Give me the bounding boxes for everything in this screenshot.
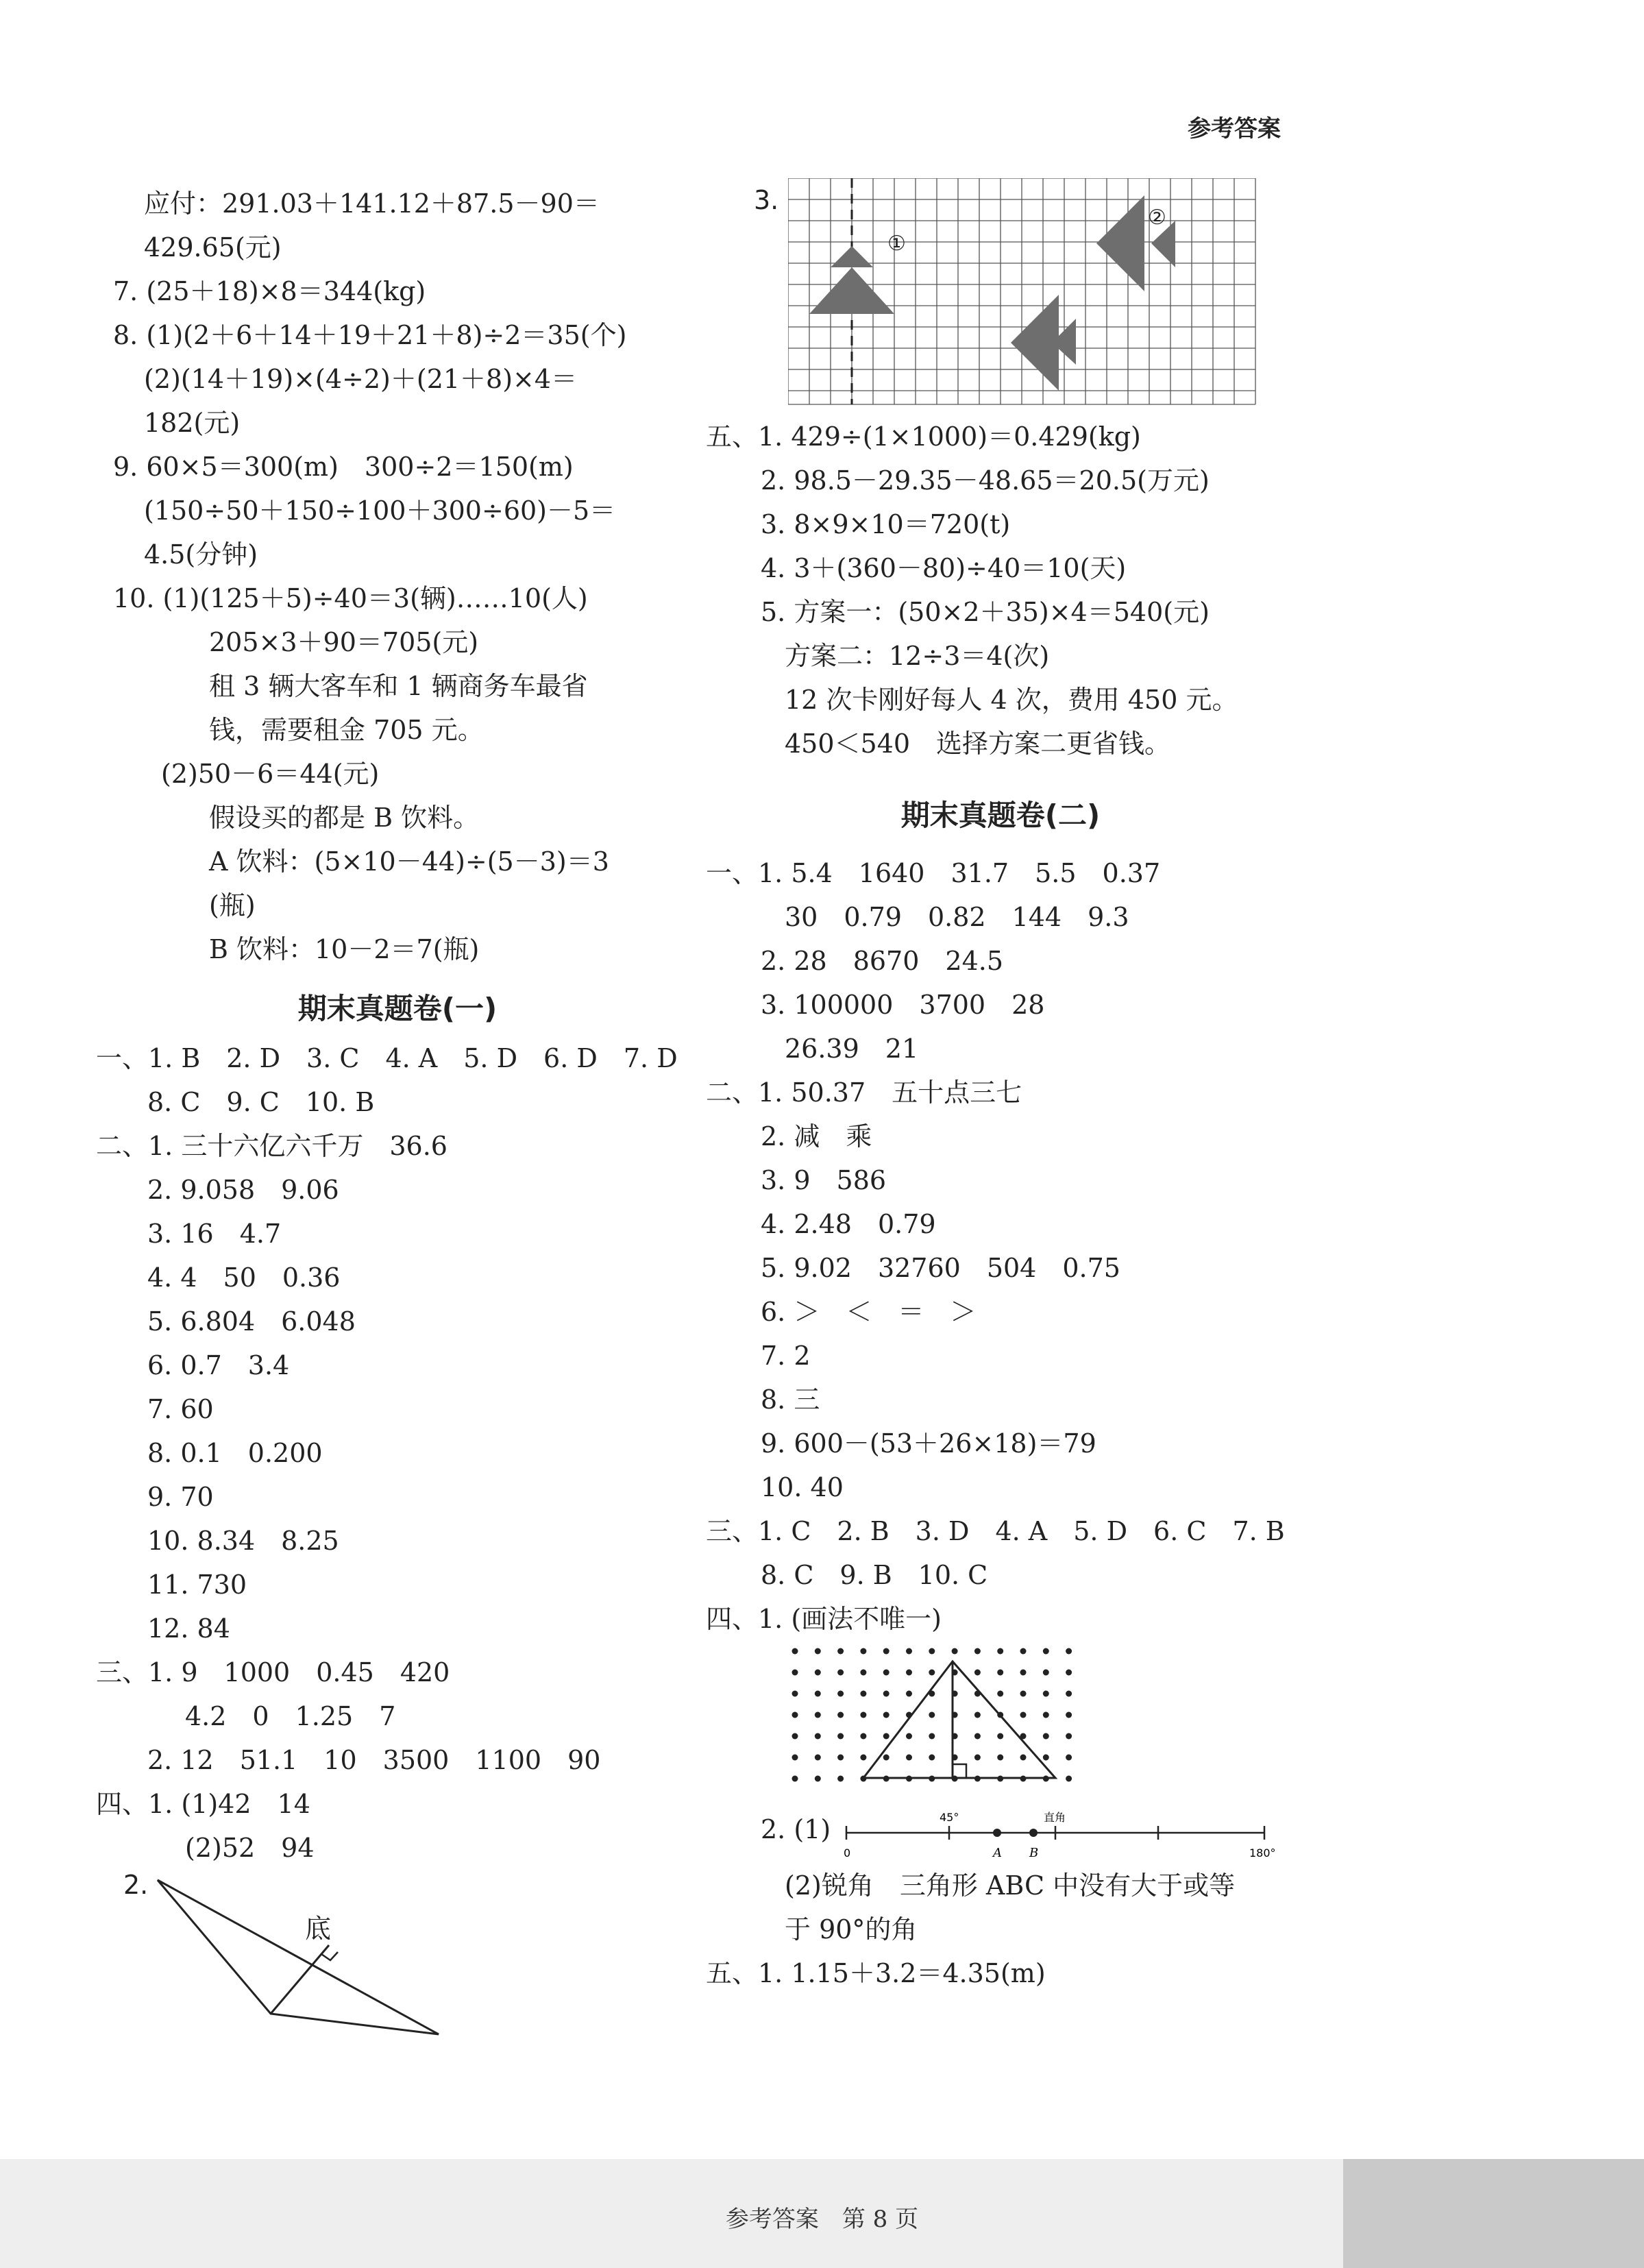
answer-line: 7. 2	[761, 1341, 811, 1371]
angle-ruler	[839, 1809, 1278, 1864]
answer-line: 2. 12 51.1 10 3500 1100 90	[147, 1745, 601, 1775]
triangle-height-figure	[96, 1870, 699, 2041]
grid-dot	[997, 1648, 1003, 1655]
grid-dot	[1020, 1755, 1027, 1761]
grid-dot	[974, 1712, 981, 1718]
point-a-dot	[993, 1829, 1001, 1837]
grid-dot	[1020, 1712, 1027, 1718]
tick-label-45: 45°	[940, 1811, 959, 1824]
tree-shape-top	[831, 246, 873, 267]
answer-line: (150÷50＋150÷100＋300÷60)－5＝	[144, 496, 616, 526]
grid-dot	[792, 1733, 798, 1740]
answer-line: 2. 9.058 9.06	[147, 1175, 339, 1205]
grid-dot	[1043, 1733, 1049, 1740]
answer-line: 12. 84	[147, 1613, 230, 1644]
answer-line: 3. 9 586	[761, 1165, 887, 1195]
grid-dot	[837, 1733, 844, 1740]
grid-dot	[837, 1648, 844, 1655]
grid-dot	[1020, 1648, 1027, 1655]
answer-line: 3. 8×9×10＝720(t)	[761, 509, 1011, 539]
grid-dot	[1066, 1648, 1072, 1655]
figure-number: 3.	[754, 185, 779, 215]
grid-dot	[1066, 1712, 1072, 1718]
grid-dot	[815, 1712, 821, 1718]
grid-dot	[1043, 1648, 1049, 1655]
grid-dot	[1043, 1691, 1049, 1697]
point-b-dot	[1029, 1829, 1038, 1837]
answer-line: 5. 方案一：(50×2＋35)×4＝540(元)	[761, 597, 1210, 627]
grid-dot	[883, 1712, 890, 1718]
answer-line: 于 90°的角	[785, 1914, 918, 1944]
answer-line: 四、1. (画法不唯一)	[706, 1604, 942, 1634]
grid-dot	[860, 1755, 866, 1761]
grid-dot	[860, 1712, 866, 1718]
answer-line: 30 0.79 0.82 144 9.3	[785, 902, 1129, 932]
grid-dot	[1043, 1712, 1049, 1718]
answer-line: 8. 0.1 0.200	[147, 1438, 323, 1468]
tick-label-right: 直角	[1044, 1811, 1066, 1824]
answer-line: 8. 三	[761, 1385, 820, 1415]
grid-dot	[837, 1755, 844, 1761]
tick-label-0: 0	[844, 1846, 851, 1859]
grid-dot	[906, 1648, 912, 1655]
figure-number: 2.	[123, 1870, 149, 1900]
grid-dot	[1066, 1670, 1072, 1676]
answer-line: 9. 70	[147, 1482, 214, 1512]
answer-line: 9. 60×5＝300(m) 300÷2＝150(m)	[113, 452, 574, 482]
grid-dot	[837, 1670, 844, 1676]
answer-line: 4.5(分钟)	[144, 539, 258, 570]
grid-dot	[906, 1670, 912, 1676]
grid-dot	[1066, 1733, 1072, 1740]
answer-line: A 饮料：(5×10－44)÷(5－3)＝3	[209, 846, 609, 877]
answer-line: 一、1. 5.4 1640 31.7 5.5 0.37	[706, 858, 1161, 888]
grid-dot	[1020, 1691, 1027, 1697]
answer-line: 6. ＞ ＜ ＝ ＞	[761, 1297, 977, 1327]
grid-dot	[883, 1755, 890, 1761]
grid-dot	[815, 1648, 821, 1655]
answer-line: 2. 减 乘	[761, 1121, 872, 1151]
answer-line: 3. 16 4.7	[147, 1219, 282, 1249]
page-footer: 参考答案 第 8 页	[725, 2206, 919, 2233]
grid-dot	[974, 1755, 981, 1761]
grid-dot	[906, 1691, 912, 1697]
ruler-prefix: 2. (1)	[761, 1814, 831, 1844]
answer-line: 5. 6.804 6.048	[147, 1306, 356, 1337]
grid-dot	[792, 1648, 798, 1655]
answer-line: 8. C 9. C 10. B	[147, 1087, 375, 1117]
exam-2-title: 期末真题卷(二)	[900, 798, 1101, 832]
right-angle-mark	[321, 1952, 338, 1960]
grid-dot	[815, 1691, 821, 1697]
angle-ruler-figure	[706, 1809, 1295, 1864]
answer-line: 4. 4 50 0.36	[147, 1263, 341, 1293]
grid-dot	[974, 1648, 981, 1655]
grid-dot	[929, 1712, 935, 1718]
answer-line: 11. 730	[147, 1570, 247, 1600]
grid-dot	[792, 1776, 798, 1782]
grid-dot	[997, 1691, 1003, 1697]
grid-dot	[815, 1733, 821, 1740]
answer-line: 10. (1)(125＋5)÷40＝3(辆)……10(人)	[113, 583, 588, 613]
answer-line: 五、1. 1.15＋3.2＝4.35(m)	[706, 1958, 1046, 1988]
answer-line: 9. 600－(53＋26×18)＝79	[761, 1428, 1096, 1459]
grid-dot	[1043, 1670, 1049, 1676]
label-a: A	[993, 1846, 1002, 1860]
answer-line: 二、1. 三十六亿六千万 36.6	[96, 1131, 447, 1161]
triangle-shape	[158, 1880, 439, 2034]
right-column	[706, 182, 1295, 1995]
grid-dot	[1020, 1670, 1027, 1676]
answer-line: 一、1. B 2. D 3. C 4. A 5. D 6. D 7. D	[96, 1043, 678, 1073]
tree-shape-bottom	[809, 267, 894, 314]
exam-1-title: 期末真题卷(一)	[297, 992, 498, 1025]
grid-dot	[929, 1755, 935, 1761]
answer-line: 三、1. C 2. B 3. D 4. A 5. D 6. C 7. B	[706, 1516, 1285, 1546]
grid-dot	[792, 1691, 798, 1697]
answer-line: 二、1. 50.37 五十点三七	[706, 1077, 1022, 1108]
grid-dot	[929, 1648, 935, 1655]
answer-line: (2)锐角 三角形 ABC 中没有大于或等	[785, 1870, 1236, 1901]
grid-dot	[929, 1733, 935, 1740]
answer-line: (瓶)	[209, 890, 256, 920]
grid-dot	[1066, 1776, 1072, 1782]
dot-grid-diagram	[781, 1641, 1316, 1809]
answer-line: 三、1. 9 1000 0.45 420	[96, 1657, 450, 1687]
grid-dot	[997, 1733, 1003, 1740]
grid-dot	[997, 1670, 1003, 1676]
grid-dot	[815, 1755, 821, 1761]
base-label: 底	[305, 1914, 332, 1944]
answer-line: 429.65(元)	[144, 232, 282, 263]
left-column	[96, 182, 699, 2041]
grid-dot	[883, 1691, 890, 1697]
answer-line: 26.39 21	[785, 1034, 919, 1064]
dot-grid	[792, 1648, 1072, 1782]
answer-line: 8. (1)(2＋6＋14＋19＋21＋8)÷2＝35(个)	[113, 320, 627, 350]
grid-dot	[974, 1670, 981, 1676]
drawn-triangle	[863, 1661, 1055, 1778]
grid-dot	[860, 1670, 866, 1676]
answer-line: 182(元)	[144, 408, 241, 438]
answer-line: 应付：291.03＋141.12＋87.5－90＝	[144, 188, 600, 219]
dot-grid-figure	[706, 1641, 1295, 1809]
answer-line: 450＜540 选择方案二更省钱。	[785, 729, 1171, 759]
answer-line: 假设买的都是 B 饮料。	[209, 803, 480, 833]
grid-dot	[1043, 1755, 1049, 1761]
marker-2: ②	[1148, 206, 1166, 230]
grid-dot	[883, 1648, 890, 1655]
grid-dot	[837, 1691, 844, 1697]
answer-line: 4. 3＋(360－80)÷40＝10(天)	[761, 553, 1127, 583]
answer-line: 6. 0.7 3.4	[147, 1350, 290, 1380]
answer-line: B 饮料：10－2＝7(瓶)	[209, 934, 480, 964]
label-b: B	[1029, 1846, 1039, 1860]
grid-dot	[883, 1670, 890, 1676]
answer-line: 205×3＋90＝705(元)	[209, 627, 479, 657]
fish-shape-large	[1096, 195, 1144, 291]
answer-line: 5. 9.02 32760 504 0.75	[761, 1253, 1120, 1283]
answer-line: 12 次卡刚好每人 4 次，费用 450 元。	[785, 685, 1238, 715]
grid-dot	[906, 1755, 912, 1761]
answer-line: 4.2 0 1.25 7	[185, 1701, 396, 1731]
grid-dot	[860, 1648, 866, 1655]
grid-dot	[837, 1776, 844, 1782]
answer-line: 五、1. 429÷(1×1000)＝0.429(kg)	[706, 422, 1141, 452]
grid-dot	[792, 1755, 798, 1761]
grid-dot	[883, 1733, 890, 1740]
height-line	[271, 1945, 329, 2014]
grid-dot	[815, 1670, 821, 1676]
answer-line: (2)50－6＝44(元)	[161, 759, 380, 789]
answer-line: 2. 98.5－29.35－48.65＝20.5(万元)	[761, 465, 1210, 496]
answer-line: 四、1. (1)42 14	[96, 1789, 310, 1819]
grid-dot	[974, 1733, 981, 1740]
answer-line: 8. C 9. B 10. C	[761, 1560, 988, 1590]
grid-dot	[792, 1712, 798, 1718]
answer-line: (2)(14＋19)×(4÷2)＋(21＋8)×4＝	[144, 364, 578, 394]
grid-dot	[860, 1733, 866, 1740]
grid-dot	[1066, 1691, 1072, 1697]
grid-dot	[929, 1670, 935, 1676]
grid-dot	[815, 1776, 821, 1782]
grid-dot	[837, 1712, 844, 1718]
answer-line: 方案二：12÷3＝4(次)	[785, 641, 1050, 671]
answer-line: 7. (25＋18)×8＝344(kg)	[113, 276, 426, 306]
grid-dot	[906, 1733, 912, 1740]
answer-line: 10. 40	[761, 1472, 844, 1502]
translation-grid	[788, 178, 1261, 411]
grid-dot	[1066, 1755, 1072, 1761]
answer-line: (2)52 94	[185, 1833, 315, 1863]
triangle-diagram	[144, 1870, 555, 2041]
grid-dot	[997, 1755, 1003, 1761]
answer-line: 7. 60	[147, 1394, 214, 1424]
answer-line: 10. 8.34 8.25	[147, 1526, 339, 1556]
answer-line: 钱，需要租金 705 元。	[209, 715, 484, 745]
grid-dot	[860, 1691, 866, 1697]
grid-dot	[952, 1648, 958, 1655]
answer-line: 租 3 辆大客车和 1 辆商务车最省	[209, 671, 588, 701]
grid-dot	[792, 1670, 798, 1676]
answer-line: 2. 28 8670 24.5	[761, 946, 1004, 976]
answer-line: 3. 100000 3700 28	[761, 990, 1045, 1020]
grid-figure	[706, 178, 1295, 411]
page-header-label: 参考答案	[1188, 115, 1281, 143]
marker-1: ①	[887, 232, 906, 256]
tick-label-180: 180°	[1249, 1846, 1276, 1859]
answer-line: 4. 2.48 0.79	[761, 1209, 936, 1239]
fish-shape-translated-large	[1011, 295, 1059, 391]
